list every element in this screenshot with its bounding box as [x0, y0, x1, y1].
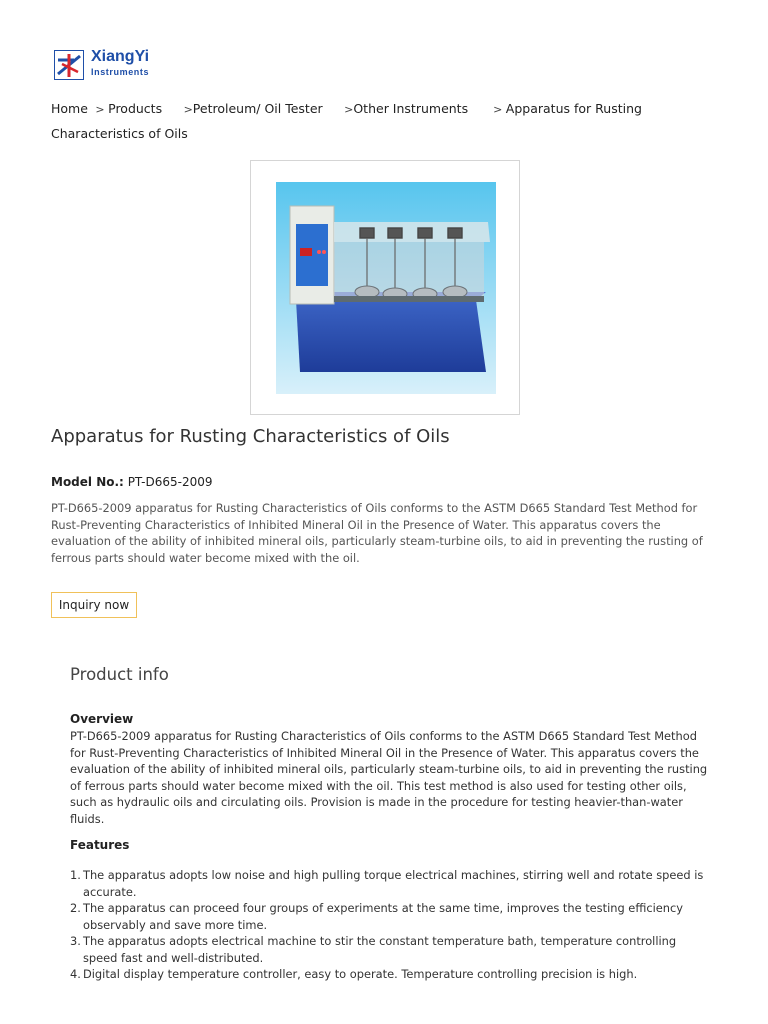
breadcrumb-current: Apparatus for Rusting Characteristics of Oils [51, 101, 642, 141]
overview-heading: Overview [70, 712, 134, 726]
logo-name: XiangYi [91, 48, 150, 65]
features-heading: Features [70, 838, 130, 852]
list-item: 3. The apparatus adopts electrical machine to stir the constant temperature bath, temperature controlling speed fast and well-distributed. [70, 934, 677, 965]
breadcrumb-separator: > [493, 103, 503, 116]
breadcrumb-products[interactable]: Products [108, 101, 163, 116]
product-description: PT-D665-2009 apparatus for Rusting Characteristics of Oils conforms to the ASTM D665 Standard Test Method for Rust-Preventing Characteristics of Inhibited Mineral Oil in the Presence of Water. This apparatus covers the evaluation of the ability of inhibited mineral oils, particularly steam-turbine oils, to aid in preventing the rusting of ferrous parts should water become mixed with the oil. [51, 501, 703, 565]
breadcrumb-home[interactable]: Home [51, 101, 88, 116]
list-item: 2. The apparatus can proceed four groups of experiments at the same time, improves the testing efficiency observably and save more time. [70, 901, 683, 932]
product-image-frame[interactable] [250, 160, 520, 415]
features-list [70, 867, 710, 983]
breadcrumb-other-instruments[interactable]: Other Instruments [353, 101, 469, 116]
logo-subtitle: Instruments [91, 67, 150, 77]
model-number [51, 475, 213, 489]
model-label: Model No.: [51, 475, 124, 489]
overview-text: PT-D665-2009 apparatus for Rusting Characteristics of Oils conforms to the ASTM D665 Standard Test Method for Rust-Preventing Characteristics of Inhibited Mineral Oil in the Presence of Water. This apparatus covers the evaluation of the ability of inhibited mineral oils, particularly steam-turbine oils, to aid in preventing the rusting of ferrous parts should water become mixed with the oil. This test method is also used for testing other oils, such as hydraulic oils and circulating oils. Provision is made in the procedure for testing heavier-than-water fluids. [70, 729, 708, 826]
product-title: Apparatus for Rusting Characteristics of Oils [51, 426, 450, 447]
list-item: 4. Digital display temperature controller, easy to operate. Temperature controlling precision is high. [70, 967, 638, 981]
model-value: PT-D665-2009 [127, 475, 213, 489]
logo-mark-icon [54, 50, 84, 80]
breadcrumb [51, 97, 731, 146]
breadcrumb-separator: > [183, 103, 193, 116]
product-info-heading: Product info [70, 665, 169, 684]
breadcrumb-separator: > [344, 103, 354, 116]
inquiry-now-button[interactable]: Inquiry now [51, 592, 137, 618]
breadcrumb-petroleum[interactable]: Petroleum/ Oil Tester [192, 101, 323, 116]
breadcrumb-separator: > [95, 103, 105, 116]
site-logo[interactable] [54, 48, 164, 82]
list-item: 1. The apparatus adopts low noise and high pulling torque electrical machines, stirring well and rotate speed is accurate. [70, 868, 704, 899]
product-image [276, 182, 496, 394]
